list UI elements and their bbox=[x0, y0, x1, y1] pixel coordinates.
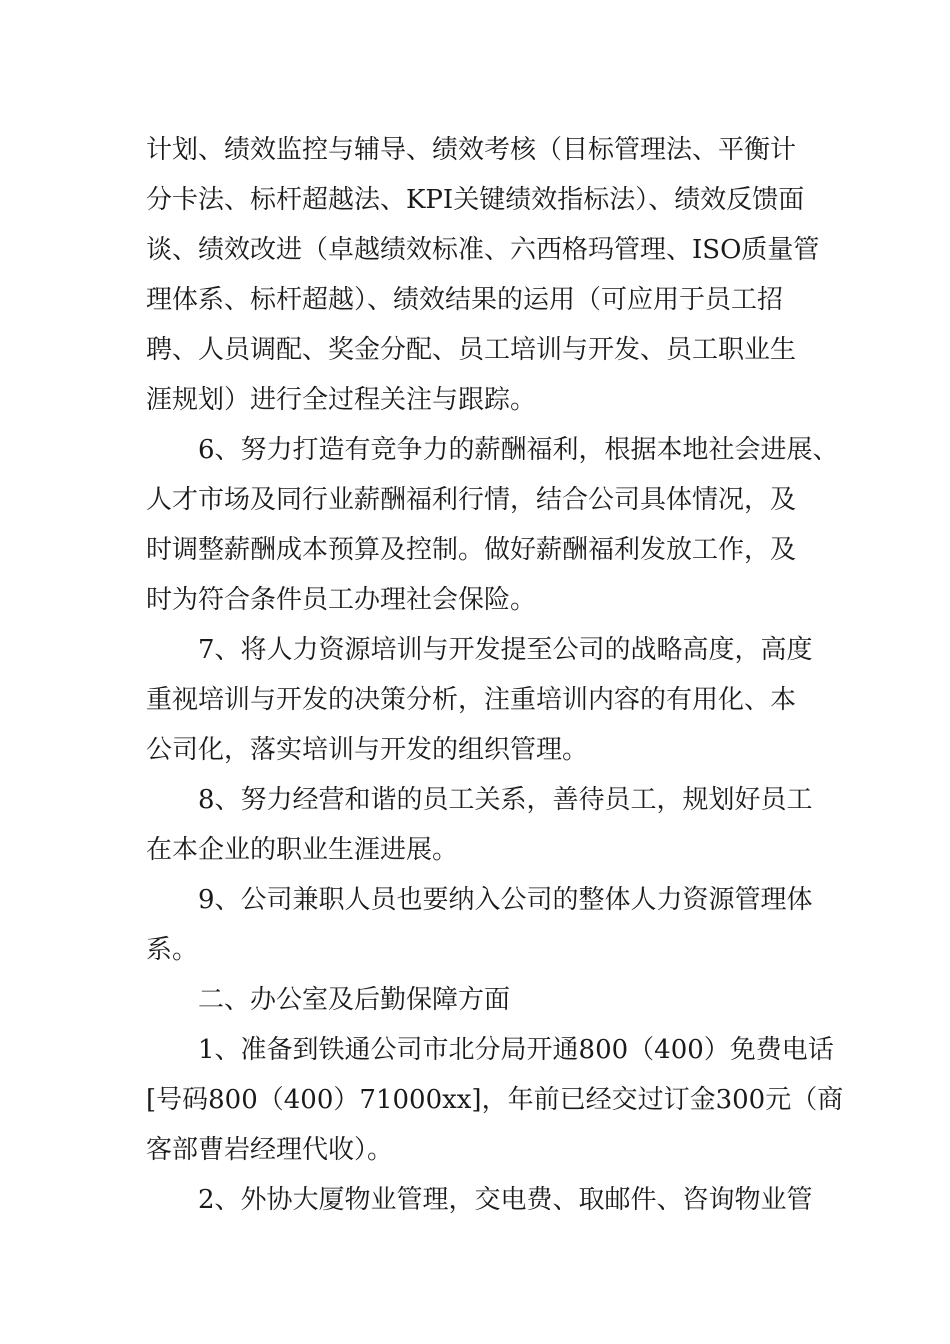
text-line: 公司化，落实培训与开发的组织管理。 bbox=[146, 735, 589, 765]
text-line: 谈、绩效改进（卓越绩效标准、六西格玛管理、ISO质量管 bbox=[146, 235, 820, 265]
document-body bbox=[146, 125, 844, 1225]
text-line: 9、公司兼职人员也要纳入公司的整体人力资源管理体 bbox=[198, 885, 813, 915]
text-line: 人才市场及同行业薪酬福利行情，结合公司具体情况，及 bbox=[146, 485, 797, 515]
text-line: 重视培训与开发的决策分析，注重培训内容的有用化、本 bbox=[146, 685, 797, 715]
text-line: 聘、人员调配、奖金分配、员工培训与开发、员工职业生 bbox=[146, 335, 797, 365]
text-line: 分卡法、标杆超越法、KPI关键绩效指标法）、绩效反馈面 bbox=[146, 185, 805, 215]
text-line: [号码800（400）71000xx]，年前已经交过订金300元（商 bbox=[146, 1085, 844, 1115]
text-line: 6、努力打造有竞争力的薪酬福利，根据本地社会进展、 bbox=[198, 435, 839, 465]
text-line: 7、将人力资源培训与开发提至公司的战略高度，高度 bbox=[198, 635, 813, 665]
text-line: 理体系、标杆超越）、绩效结果的运用（可应用于员工招 bbox=[146, 285, 784, 315]
text-line: 涯规划）进行全过程关注与跟踪。 bbox=[146, 385, 537, 415]
text-line: 时调整薪酬成本预算及控制。做好薪酬福利发放工作，及 bbox=[146, 535, 797, 565]
text-line: 计划、绩效监控与辅导、绩效考核（目标管理法、平衡计 bbox=[146, 135, 797, 165]
text-line: 系。 bbox=[146, 935, 199, 965]
text-line: 2、外协大厦物业管理，交电费、取邮件、咨询物业管 bbox=[198, 1185, 813, 1215]
text-line: 时为符合条件员工办理社会保险。 bbox=[146, 585, 537, 615]
text-line: 8、努力经营和谐的员工关系，善待员工，规划好员工 bbox=[198, 785, 813, 815]
text-line: 客部曹岩经理代收）。 bbox=[146, 1135, 394, 1165]
text-line: 1、准备到铁通公司市北分局开通800（400）免费电话 bbox=[198, 1035, 834, 1065]
text-line: 在本企业的职业生涯进展。 bbox=[146, 835, 459, 865]
section-heading: 二、办公室及后勤保障方面 bbox=[198, 985, 511, 1015]
